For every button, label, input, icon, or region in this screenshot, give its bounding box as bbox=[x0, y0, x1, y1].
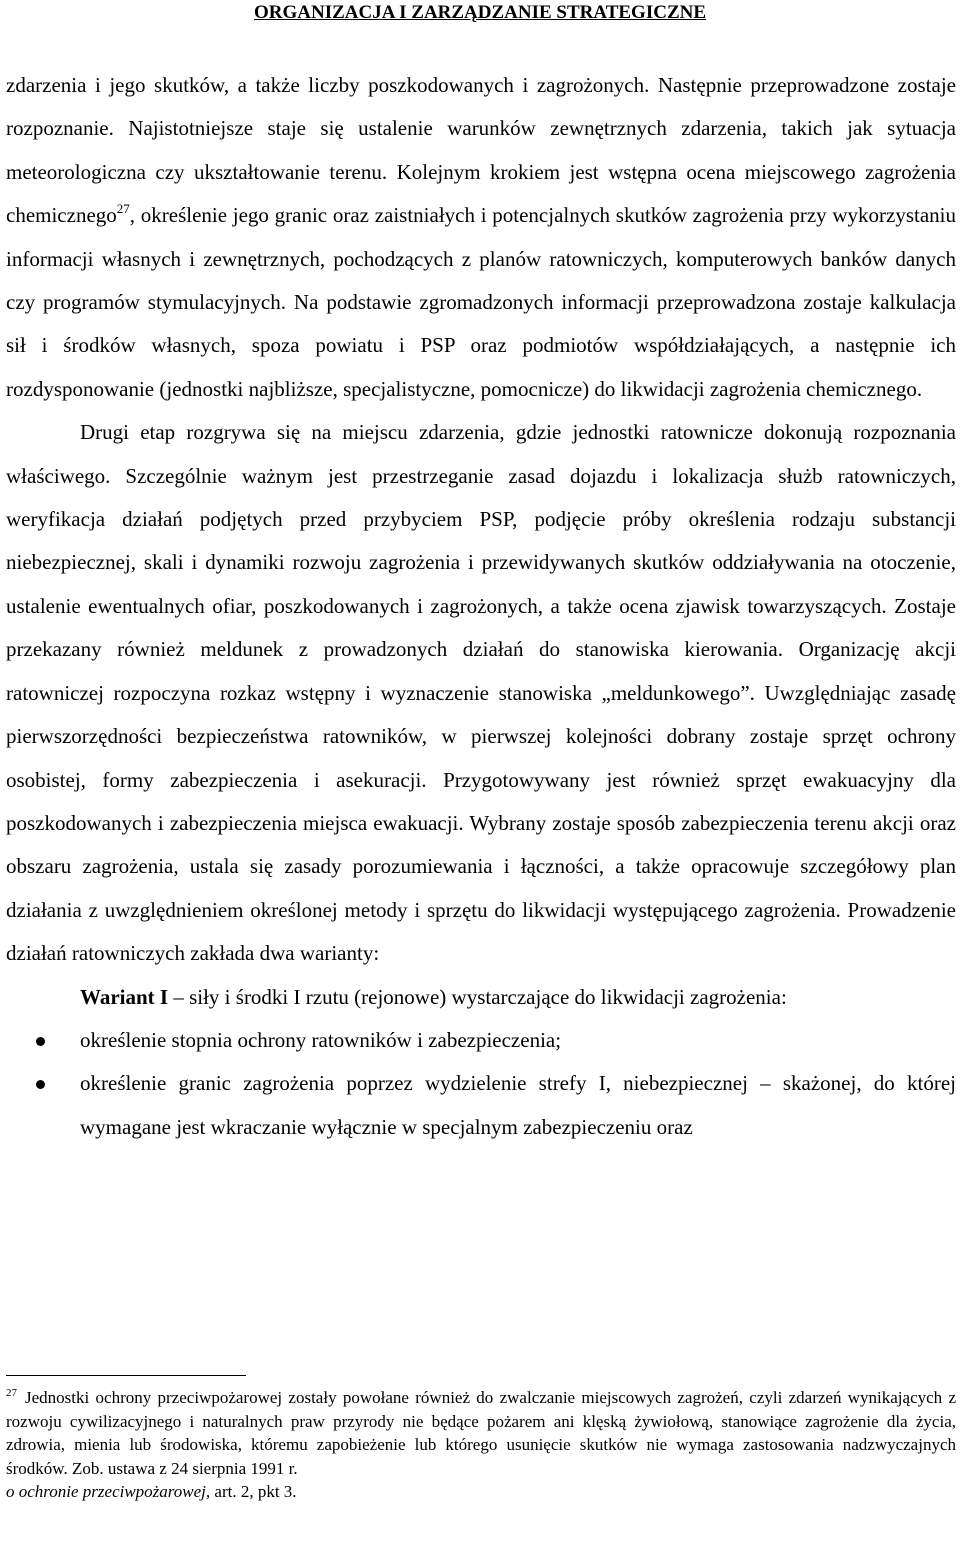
variant-label: Wariant I bbox=[80, 984, 169, 1009]
paragraph-2: Drugi etap rozgrywa się na miejscu zdarzenia, gdzie jednostki ratownicze dokonują rozpoznania właściwego. Szczególnie ważnym jest przestrzeganie zasad dojazdu i lokalizacja służb ratowniczych, weryfikacja działań podjętych przed przybyciem PSP, podjęcie próby określenia rodzaju substancji niebezpiecznej, skali i dynamiki rozwoju zagrożenia i przewidywanych skutków oddziaływania na otoczenie, ustalenie ewentualnych ofiar, poszkodowanych i zagrożonych, a także ocena zjawisk towarzyszących. Zostaje przekazany również meldunek z prowadzonych działań do stanowiska kierowania. Organizację akcji ratowniczej rozpoczyna rozkaz wstępny i wyznaczenie stanowiska „meldunkowego”. Uwzględniając zasadę pierwszorzędności bezpieczeństwa ratowników, w pierwszej kolejności dobrany zostaje sprzęt ochrony osobistej, formy zabezpieczenia i asekuracji. Przygotowywany jest również sprzęt ewakuacyjny dla poszkodowanych i zabezpieczenia miejsca ewakuacji. Wybrany zostaje sposób zabezpieczenia terenu akcji oraz obszaru zagrożenia, ustala się zasady porozumiewania i łączności, a także opracowuje szczegółowy plan działania z uwzględnieniem określonej metody i sprzętu do likwidacji występującego zagrożenia. Prowadzenie działań ratowniczych zakłada dwa warianty: bbox=[6, 420, 956, 966]
footnote bbox=[6, 1386, 956, 1504]
footnote-reference[interactable]: 27 bbox=[116, 201, 130, 217]
footnote-number: 27 bbox=[6, 1387, 17, 1399]
bullet-icon bbox=[36, 1080, 45, 1089]
running-header bbox=[0, 0, 960, 41]
bullet-icon bbox=[36, 1037, 45, 1046]
list-item-text: określenie granic zagrożenia poprzez wydzielenie strefy I, niebezpiecznej – skażonej, do której wymagane jest wkraczanie wyłącznie w specjalnym zabezpieczeniu oraz bbox=[80, 1071, 956, 1139]
body-text bbox=[6, 64, 956, 1149]
list-item-text: określenie stopnia ochrony ratowników i zabezpieczenia; bbox=[80, 1027, 562, 1052]
paragraph-1-text: zdarzenia i jego skutków, a także liczby poszkodowanych i zagrożonych. Następnie przeprowadzone zostaje rozpoznanie. Najistotniejsze staje się ustalenie warunków zewnętrznych zdarzenia, takich jak sytuacja meteorologiczna czy ukształtowanie terenu. Kolejnym krokiem jest wstępna ocena miejscowego zagrożenia chemicznego bbox=[6, 73, 956, 228]
footnote-act-title: o ochronie przeciwpożarowej, bbox=[6, 1482, 211, 1502]
paragraph-1 bbox=[6, 64, 956, 411]
footnote-separator bbox=[6, 1375, 246, 1376]
list-item bbox=[6, 1062, 956, 1149]
bullet-list bbox=[6, 1019, 956, 1149]
paragraph-1-text-cont: , określenie jego granic oraz zaistniałych i potencjalnych skutków zagrożenia przy wykorzystaniu informacji własnych i zewnętrznych, pochodzących z planów ratowniczych, komputerowych banków danych czy programów stymulacyjnych. Na podstawie zgromadzonych informacji przeprowadzona zostaje kalkulacja sił i środków własnych, spoza powiatu i PSP oraz podmiotów współdziałających, a następnie ich rozdysponowanie (jednostki najbliższe, specjalistyczne, pomocnicze) do likwidacji zagrożenia chemicznego. bbox=[6, 203, 956, 401]
variant-text: – siły i środki I rzutu (rejonowe) wystarczające do likwidacji zagrożenia: bbox=[168, 984, 787, 1009]
footnote-text: Jednostki ochrony przeciwpożarowej zostały powołane również do zwalczanie miejscowych zagrożeń, czyli zdarzeń wynikających z rozwoju cywilizacyjnego i naturalnych praw przyrody nie będące pożarem ani klęską żywiołową, stanowiące zagrożenie dla życia, zdrowia, mienia lub środowiska, któremu zapobieżenie lub którego usunięcie skutków nie wymaga zastosowania nadzwyczajnych środków. Zob. ustawa z 24 sierpnia 1991 r. bbox=[6, 1388, 956, 1478]
footnote-tail: art. 2, pkt 3. bbox=[210, 1482, 297, 1502]
list-item bbox=[6, 1019, 956, 1062]
variant-heading bbox=[6, 976, 956, 1019]
running-header-title: ORGANIZACJA I ZARZĄDZANIE STRATEGICZNE bbox=[253, 2, 707, 23]
